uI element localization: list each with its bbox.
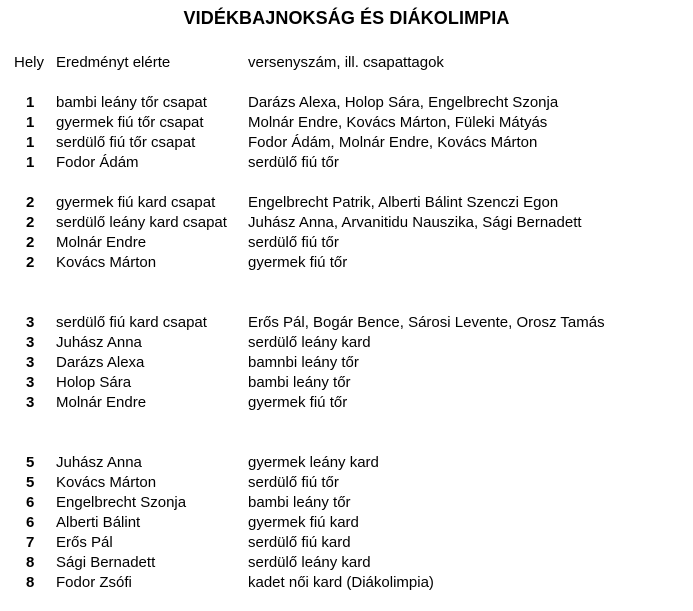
row-name: serdülő fiú tőr csapat [56, 134, 196, 151]
table-row [0, 333, 693, 353]
row-event: gyermek fiú tőr [248, 254, 348, 271]
row-event: gyermek leány kard [248, 454, 379, 471]
row-place: 2 [26, 234, 35, 251]
table-row [0, 133, 693, 153]
row-name: bambi leány tőr csapat [56, 94, 207, 111]
table-row [0, 373, 693, 393]
row-name: Holop Sára [56, 374, 132, 391]
row-name: Molnár Endre [56, 234, 147, 251]
header-hely: Hely [14, 54, 45, 71]
row-event: serdülő leány kard [248, 554, 371, 571]
row-name: serdülő leány kard csapat [56, 214, 227, 231]
table-row [0, 553, 693, 573]
row-name: Erős Pál [56, 534, 113, 551]
row-name: gyermek fiú tőr csapat [56, 114, 204, 131]
row-name: Darázs Alexa [56, 354, 145, 371]
table-row [0, 533, 693, 553]
row-place: 1 [26, 114, 35, 131]
table-row [0, 193, 693, 213]
table-row [0, 253, 693, 273]
row-place: 8 [26, 574, 35, 591]
header-eredmeny: Eredményt elérte [56, 54, 171, 71]
row-event: Juhász Anna, Arvanitidu Nauszika, Sági Bernadett [248, 214, 582, 231]
row-name: serdülő fiú kard csapat [56, 314, 207, 331]
row-name: Alberti Bálint [56, 514, 141, 531]
row-place: 2 [26, 254, 35, 271]
row-name: Kovács Márton [56, 254, 157, 271]
row-place: 2 [26, 194, 35, 211]
table-row [0, 393, 693, 413]
table-row [0, 493, 693, 513]
row-event: bambi leány tőr [248, 374, 351, 391]
row-event: serdülő leány kard [248, 334, 371, 351]
row-place: 1 [26, 134, 35, 151]
row-place: 5 [26, 474, 35, 491]
row-event: serdülő fiú tőr [248, 154, 339, 171]
row-name: gyermek fiú kard csapat [56, 194, 216, 211]
table-row [0, 233, 693, 253]
row-place: 7 [26, 534, 35, 551]
row-event: serdülő fiú kard [248, 534, 351, 551]
row-name: Molnár Endre [56, 394, 147, 411]
row-name: Fodor Zsófi [56, 574, 132, 591]
row-place: 6 [26, 494, 35, 511]
row-event: gyermek fiú kard [248, 514, 359, 531]
row-place: 3 [26, 394, 35, 411]
row-name: Juhász Anna [56, 334, 142, 351]
table-row [0, 353, 693, 373]
table-row [0, 573, 693, 593]
row-event: bambi leány tőr [248, 494, 351, 511]
row-event: Engelbrecht Patrik, Alberti Bálint Szenczi Egon [248, 194, 559, 211]
row-place: 3 [26, 334, 35, 351]
row-event: serdülő fiú tőr [248, 234, 339, 251]
row-name: Kovács Márton [56, 474, 157, 491]
row-name: Sági Bernadett [56, 554, 156, 571]
row-event: kadet női kard (Diákolimpia) [248, 574, 434, 591]
table-row [0, 93, 693, 113]
header-versenyszam: versenyszám, ill. csapattagok [248, 54, 444, 71]
row-place: 3 [26, 374, 35, 391]
row-place: 6 [26, 514, 35, 531]
row-place: 2 [26, 214, 35, 231]
table-row [0, 153, 693, 173]
table-row [0, 473, 693, 493]
row-place: 1 [26, 94, 35, 111]
row-place: 3 [26, 314, 35, 331]
row-event: gyermek fiú tőr [248, 394, 348, 411]
row-place: 1 [26, 154, 35, 171]
row-event: Molnár Endre, Kovács Márton, Füleki Mátyás [248, 114, 548, 131]
row-event: Erős Pál, Bogár Bence, Sárosi Levente, Orosz Tamás [248, 314, 605, 331]
table-header [0, 53, 693, 73]
row-event: Fodor Ádám, Molnár Endre, Kovács Márton [248, 134, 538, 151]
row-place: 3 [26, 354, 35, 371]
row-name: Juhász Anna [56, 454, 142, 471]
row-name: Fodor Ádám [56, 154, 139, 171]
row-event: Darázs Alexa, Holop Sára, Engelbrecht Szonja [248, 94, 559, 111]
table-row [0, 313, 693, 333]
page-title: VIDÉKBAJNOKSÁG ÉS DIÁKOLIMPIA [183, 8, 510, 28]
row-event: serdülő fiú tőr [248, 474, 339, 491]
row-name: Engelbrecht Szonja [56, 494, 187, 511]
table-row [0, 113, 693, 133]
table-row [0, 513, 693, 533]
row-place: 5 [26, 454, 35, 471]
table-row [0, 453, 693, 473]
row-place: 8 [26, 554, 35, 571]
table-row [0, 213, 693, 233]
row-event: bamnbi leány tőr [248, 354, 359, 371]
